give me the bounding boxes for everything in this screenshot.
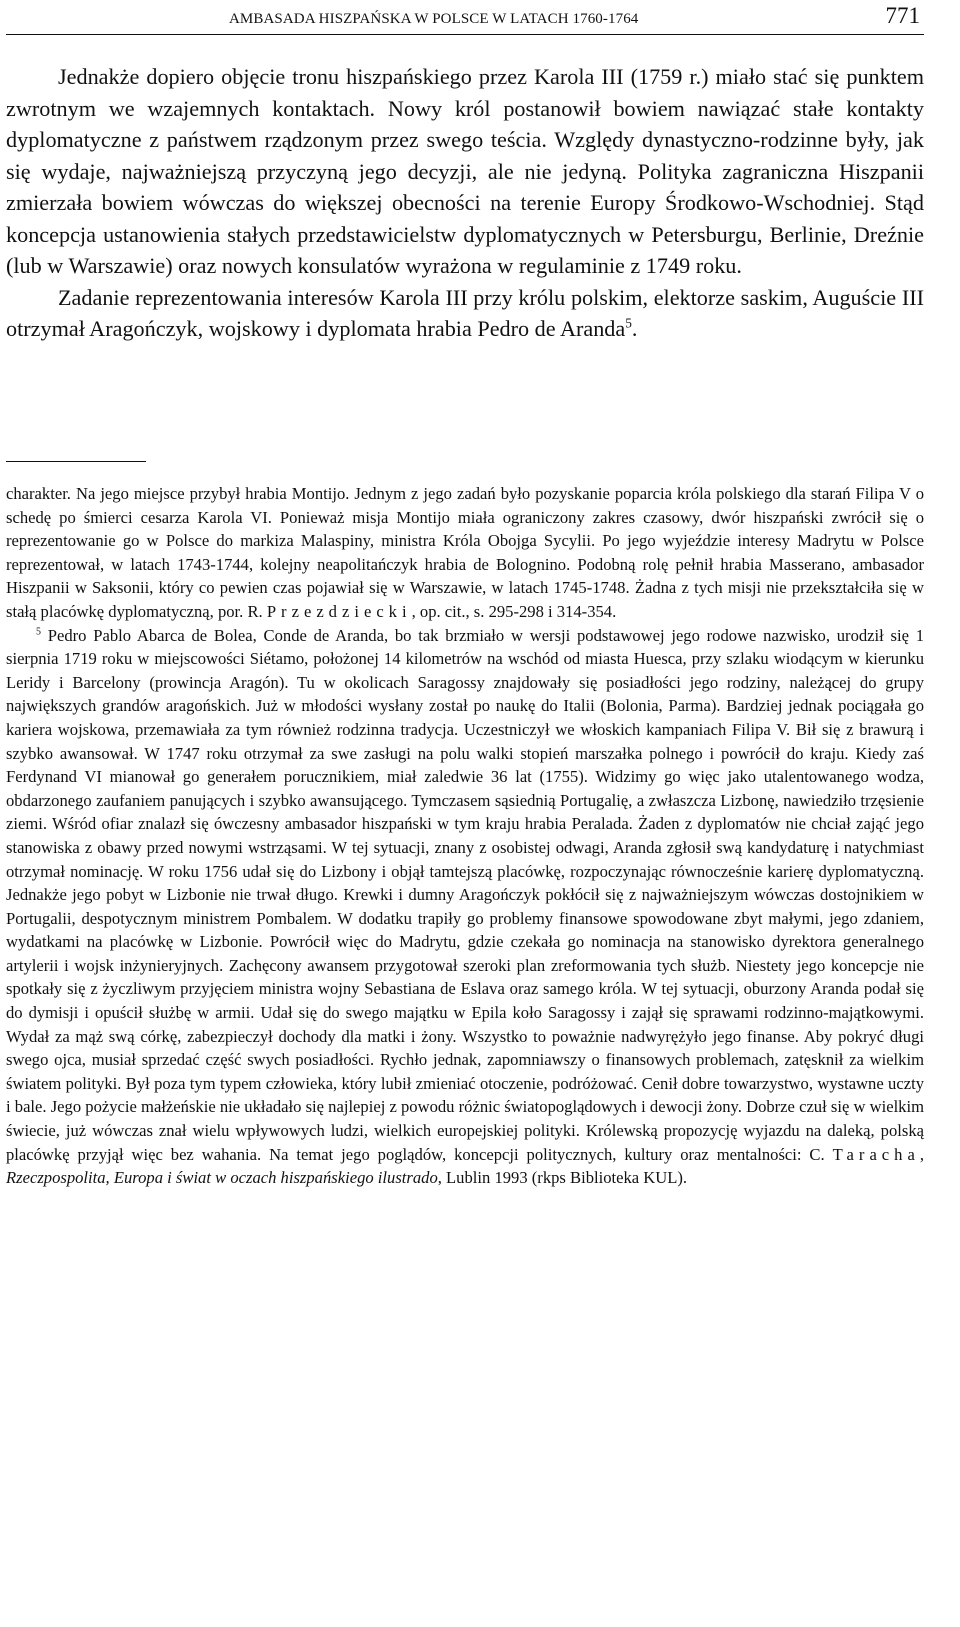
main-text [6,61,924,345]
footnote-continuation-text: charakter. Na jego miejsce przybył hrabia Montijo. Jednym z jego zadań było pozyskanie poparcia króla polskiego dla starań Filipa V o schedę po śmierci cesarza Karola VI. Ponieważ misja Montijo miała ograniczony zakres czasowy, dwór hiszpański zwrócił się o reprezentowanie go w Polsce do markiza Malaspiny, ministra Króla Obojga Sycylii. Po jego wyjeździe interesy Madrytu w Polsce reprezentował, w latach 1743-1744, kolejny neapolitańczyk hrabia de Bolognino. Podobną rolę pełnił hrabia Masserano, ambasador Hiszpanii w Saksonii, który co pewien czas pojawiał się w Warszawie, w latach 1745-1748. Żadna z tych misji nie przekształciła się w stałą placówkę dyplomatyczną, por. R. [6,484,924,621]
paragraph-2-end: . [631,316,638,342]
footnote-reference-5: 5 [625,315,632,331]
page-number: 771 [885,3,920,28]
running-title: AMBASADA HISZPAŃSKA W POLSCE W LATACH 1760-1764 [229,11,639,27]
footnote-continuation-author: Przezdziecki [266,601,412,621]
footnote-5-text: Pedro Pablo Abarca de Bolea, Conde de Aranda, bo tak brzmiało w wersji podstawowej jego rodowe nazwisko, urodził się 1 sierpnia 1719 roku w miejscowości Siétamo, położonej 14 kilometrów na wschód od miasta Huesca, przy szlaku wiodącym w kierunku Leridy i Barcelony (prowincja Aragón). Tu w okolicach Saragossy znajdowały się posiadłości jego rodziny, należącej do grupy największych grandów aragońskich. Już w młodości wysłany został po naukę do Italii (Bolonia, Parma). Bardziej jednak pociągała go kariera wojskowa, przemawiała za tym również rodzinna tradycja. Uczestniczył we włoskich kampaniach Filipa V. Bił się z brawurą i szybko awansował. W 1747 roku otrzymał za swe zasługi na polu walki stopień marszałka polnego i powrócił do kraju. Kiedy zaś Ferdynand VI mianował go generałem porucznikiem, miał zaledwie 36 lat (1755). Widzimy go więc jako utalentowanego wodza, obdarzonego zaufaniem panujących i szybko awansującego. Tymczasem sąsiednią Portugalię, a zwłaszcza Lizbonę, nawiedziło trzęsienie ziemi. Wśród ofiar znalazł się ówczesny ambasador hiszpański w tym kraju hrabia Peralada. Żaden z dyplomatów nie chciał zająć jego stanowiska z obawy przed nowymi wstrząsami. W tej sytuacji, znany z osobistej odwagi, Aranda zgłosił swą kandydaturę i natychmiast otrzymał nominację. W roku 1756 udał się do Lizbony i objął tamtejszą placówkę, rozpoczynając równocześnie karierę dyplomatyczną. Jednakże jego pobyt w Lizbonie nie trwał długo. Krewki i dumny Aragończyk pokłócił się z najważniejszym wówczas dostojnikiem w Portugalii, despotycznym ministrem Pombalem. W dodatku trapiły go problemy finansowe spowodowane zbyt małymi, jego zdaniem, wydatkami na placówkę w Lizbonie. Powrócił więc do Madrytu, gdzie czekała go nominacja na stanowisko dyrektora generalnego artylerii i wojsk inżynieryjnych. Zachęcony awansem przygotował szeroki plan zreformowania tych służb. Niestety jego koncepcje nie spotkały się z życzliwym przyjęciem ministra wojny Sebastiana de Eslava oraz samego króla. W tej sytuacji, oburzony Aranda podał się do dymisji i opuścił służbę w armii. Udał się do swego majątku w Epila koło Saragossy i zajął się sprawami rodzinno-majątkowymi. Wydał za mąż swą córkę, zabezpieczył dochody dla matki i żony. Wszystko to poważnie nadwyrężyło jego finanse. Aby pokryć długi swego ojca, musiał sprzedać część swych posiadłości. Rychło jednak, zapomniawszy o finansowych problemach, zatęsknił za wielkim światem polityki. Był poza tym typem człowieka, który lubił zmieniać otoczenie, podróżować. Cenił dobre towarzystwo, wystawne uczty i bale. Jego pożycie małżeńskie nie układało się najlepiej z powodu różnic światopoglądowych i dewocji żony. Dobrze czuł się w wielkim świecie, już wówczas znał wielu wpływowych ludzi, wielkich europejskiej polityki. Królewską propozycję wyjazdu na daleką, polską placówkę przyjął więc bez wahania. Na temat jego poglądów, koncepcji politycznych, kultury oraz mentalności: C. [6,625,924,1164]
footnote-5-end: , Lublin 1993 (rkps Biblioteka KUL). [437,1168,688,1188]
paragraph-1: Jednakże dopiero objęcie tronu hiszpańskiego przez Karola III (1759 r.) miało stać się punktem zwrotnym we wzajemnych kontaktach. Nowy król postanowił bowiem nawiązać stałe kontakty dyplomatyczne z państwem rządzonym przez swego teścia. Względy dynastyczno-rodzinne były, jak się wydaje, najważniejszą przyczyną jego decyzji, ale nie jedyną. Polityka zagraniczna Hiszpanii zmierzała bowiem wówczas do większej obecności na terenie Europy Środkowo-Wschodniej. Stąd koncepcja ustanowienia stałych przedstawicielstw dyplomatycznych w Petersburgu, Berlinie, Dreźnie (lub w Warszawie) oraz nowych konsulatów wyrażona w regulaminie z 1749 roku. [6,64,924,279]
running-header [6,4,924,35]
footnotes [6,482,924,1190]
footnote-5 [6,624,924,1190]
paragraph-2 [6,282,924,345]
paragraph-2-text: Zadanie reprezentowania interesów Karola III przy królu polskim, elektorze saskim, Auguście III otrzymał Aragończyk, wojskowy i dyplomata hrabia Pedro de Aranda [6,284,924,342]
footnote-5-title: Rzeczpospolita, Europa i świat w oczach hiszpańskiego ilustrado [6,1168,438,1188]
footnote-5-separator: , [919,1144,924,1164]
footnote-separator [6,461,146,462]
footnote-5-marker: 5 [36,626,41,638]
footnote-continuation-end: , op. cit., s. 295-298 i 314-354. [411,601,617,621]
footnote-continuation [6,482,924,624]
footnote-5-author: Taracha [832,1144,920,1164]
